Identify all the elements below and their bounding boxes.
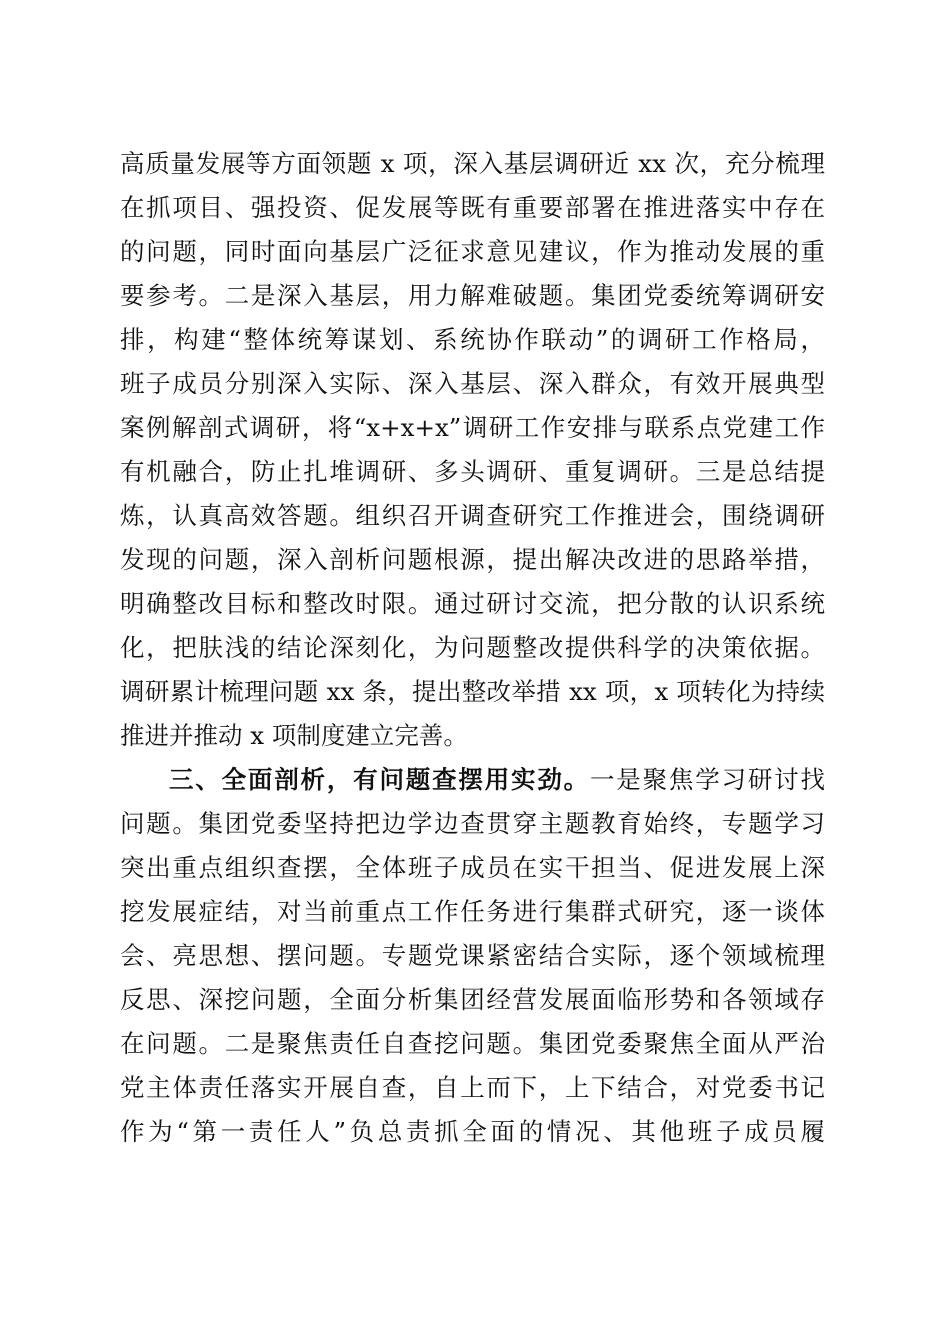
paragraph-line: 的问题，同时面向基层广泛征求意见建议，作为推动发展的重: [120, 237, 825, 266]
paragraph-line: 班子成员分别深入实际、深入基层、深入群众，有效开展典型: [120, 369, 825, 398]
paragraph-line: 要参考。二是深入基层，用力解难破题。集团党委统筹调研安: [120, 281, 825, 310]
paragraph-line: 问题。集团党委坚持把边学边查贯穿主题教育始终，专题学习: [120, 809, 825, 838]
paragraph-line: 在问题。二是聚焦责任自查挖问题。集团党委聚焦全面从严治: [120, 1029, 825, 1058]
paragraph-line: 发现的问题，深入剖析问题根源，提出解决改进的思路举措，: [120, 545, 825, 574]
paragraph-line: 炼，认真高效答题。组织召开调查研究工作推进会，围绕调研: [120, 501, 825, 530]
paragraph-line: 高质量发展等方面领题 x 项，深入基层调研近 xx 次，充分梳理: [120, 149, 825, 178]
paragraph-line: 党主体责任落实开展自查，自上而下，上下结合，对党委书记: [120, 1073, 825, 1102]
section-heading-line: [169, 758, 825, 802]
paragraph-line: 有机融合，防止扎堆调研、多头调研、重复调研。三是总结提: [120, 457, 825, 486]
section-heading: 三、全面剖析，有问题查摆用实劲。: [169, 765, 590, 794]
paragraph-line: 化，把肤浅的结论深刻化，为问题整改提供科学的决策依据。: [120, 633, 825, 662]
paragraph-line: 突出重点组织查摆，全体班子成员在实干担当、促进发展上深: [120, 853, 825, 882]
paragraph-line: 调研累计梳理问题 xx 条，提出整改举措 xx 项，x 项转化为持续: [120, 677, 825, 706]
paragraph-line: 会、亮思想、摆问题。专题党课紧密结合实际，逐个领域梳理: [120, 941, 825, 970]
paragraph-line: 挖发展症结，对当前重点工作任务进行集群式研究，逐一谈体: [120, 897, 825, 926]
paragraph-line: 反思、深挖问题，全面分析集团经营发展面临形势和各领域存: [120, 985, 825, 1014]
paragraph-line: 排，构建“整体统筹谋划、系统协作联动”的调研工作格局，: [120, 325, 825, 354]
section-heading-rest: 一是聚焦学习研讨找: [590, 765, 825, 794]
paragraph-line: 明确整改目标和整改时限。通过研讨交流，把分散的认识系统: [120, 589, 825, 618]
paragraph-line: 案例解剖式调研，将“x+x+x”调研工作安排与联系点党建工作: [120, 413, 825, 442]
paragraph-line: 作为“第一责任人”负总责抓全面的情况、其他班子成员履: [120, 1117, 825, 1146]
paragraph-line: 推进并推动 x 项制度建立完善。: [120, 721, 468, 750]
paragraph-line: 在抓项目、强投资、促发展等既有重要部署在推进落实中存在: [120, 193, 825, 222]
